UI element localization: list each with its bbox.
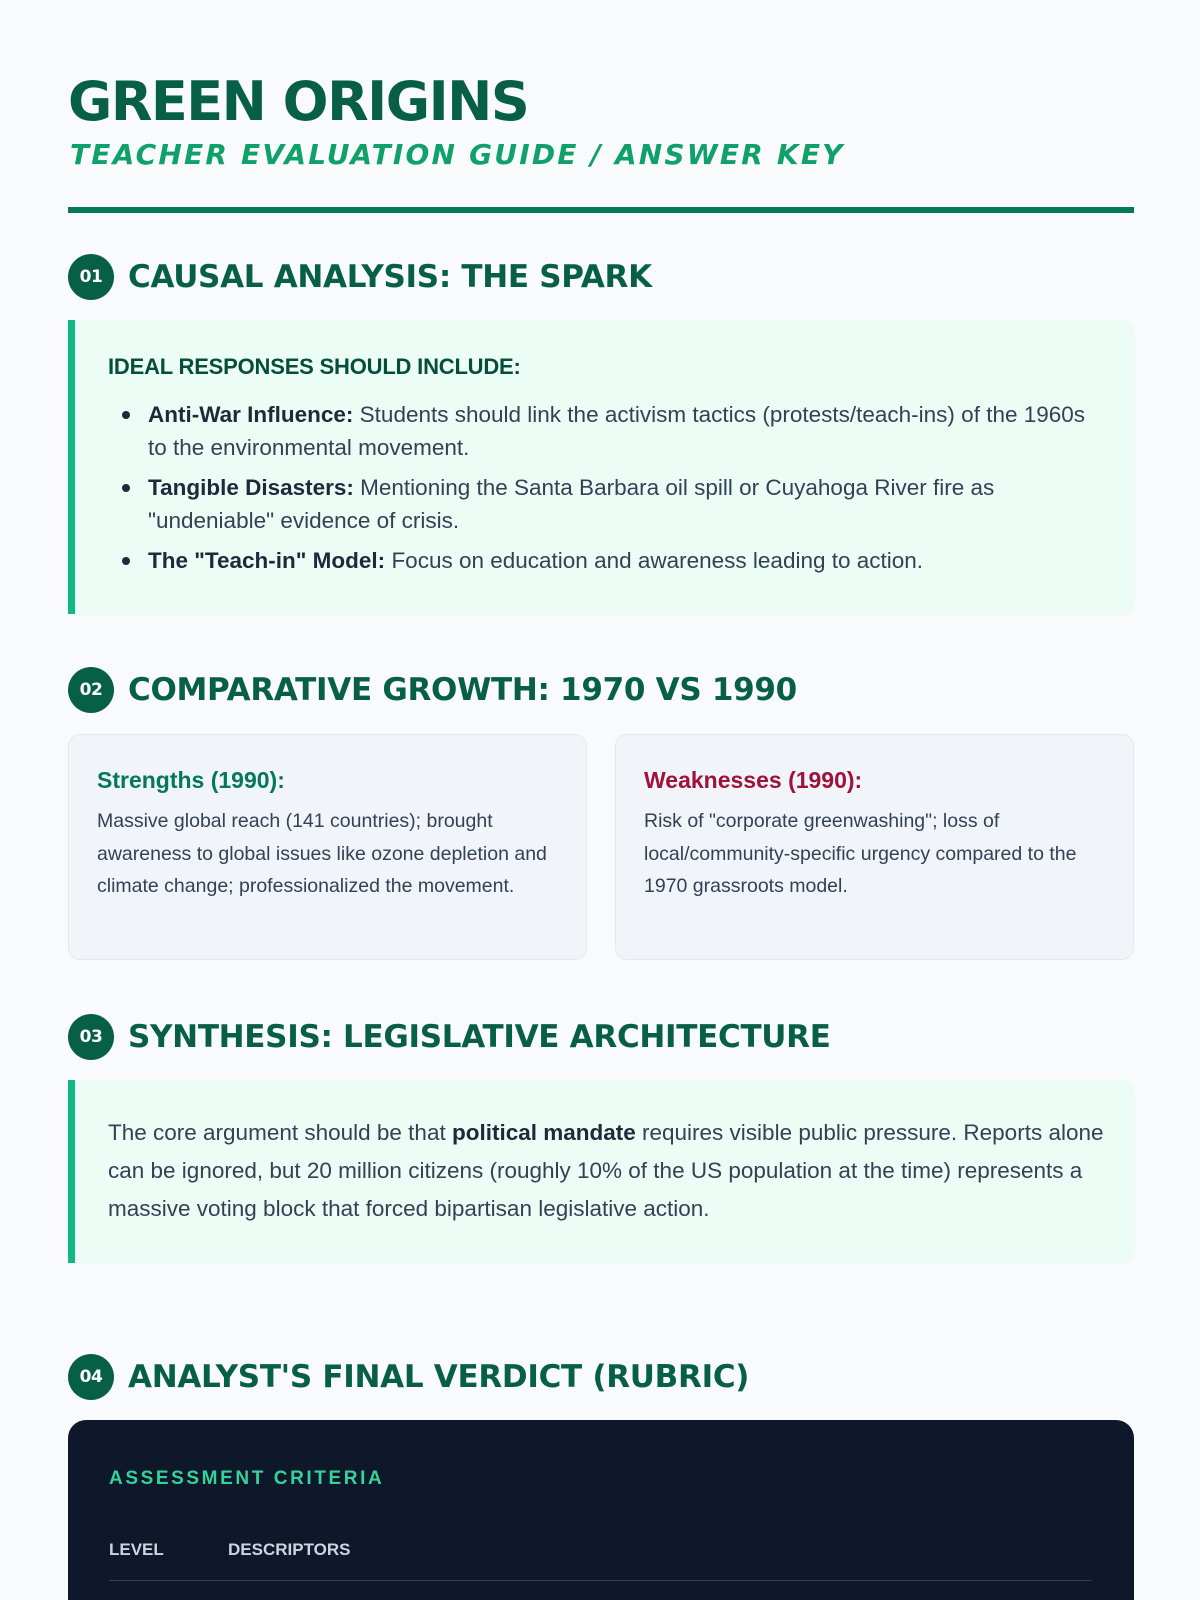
callout-label: IDEAL RESPONSES SHOULD INCLUDE: <box>108 354 521 379</box>
list-item <box>108 544 1100 577</box>
section-title: CAUSAL ANALYSIS: THE SPARK <box>128 259 652 295</box>
synthesis-callout <box>68 1080 1134 1263</box>
bullet-term: The "Teach-in" Model: <box>148 548 386 573</box>
strengths-card <box>68 734 587 960</box>
section-4-heading <box>68 1354 749 1400</box>
rubric-column-header: LEVEL <box>109 1540 164 1559</box>
strengths-body: Massive global reach (141 countries); brought awareness to global issues like ozone depletion and climate change; professionalized the movement. <box>97 810 547 897</box>
header-divider <box>68 207 1134 213</box>
list-item <box>108 398 1100 464</box>
bullet-term: Anti-War Influence: <box>148 402 354 427</box>
section-number-badge: 04 <box>68 1354 114 1400</box>
bullet-text: Students should link the activism tactics (protests/teach-ins) of the 1960s to the environmental movement. <box>148 402 1086 460</box>
ideal-responses-callout <box>68 320 1134 614</box>
rubric-panel-title: ASSESSMENT CRITERIA <box>109 1468 385 1489</box>
section-2-heading <box>68 667 797 713</box>
strengths-heading: Strengths (1990): <box>97 767 285 793</box>
weaknesses-body: Risk of "corporate greenwashing"; loss of local/community-specific urgency compared to the 1970 grassroots model. <box>644 810 1077 897</box>
bullet-text: Focus on education and awareness leading to action. <box>385 548 924 573</box>
rubric-panel <box>68 1420 1134 1600</box>
weaknesses-heading: Weaknesses (1990): <box>644 767 863 793</box>
ideal-responses-list <box>108 398 1100 577</box>
synthesis-text: requires visible public pressure. Reports alone can be ignored, but 20 million citizens (roughly 10% of the US population at the time) represents a massive voting block that forced bipartisan legislative action. <box>108 1120 1104 1221</box>
list-item <box>108 471 1100 537</box>
section-1-heading <box>68 254 652 300</box>
section-3-heading <box>68 1014 831 1060</box>
synthesis-emphasis: political mandate <box>451 1120 636 1145</box>
section-title: SYNTHESIS: LEGISLATIVE ARCHITECTURE <box>128 1019 831 1055</box>
page-subtitle: TEACHER EVALUATION GUIDE / ANSWER KEY <box>70 138 845 171</box>
synthesis-text: The core argument should be that <box>108 1120 452 1145</box>
weaknesses-card <box>615 734 1134 960</box>
bullet-term: Tangible Disasters: <box>148 475 354 500</box>
section-number-badge: 03 <box>68 1014 114 1060</box>
synthesis-paragraph <box>108 1114 1104 1228</box>
section-number-badge: 02 <box>68 667 114 713</box>
bullet-text: Mentioning the Santa Barbara oil spill or Cuyahoga River fire as "undeniable" evidence of crisis. <box>148 475 995 533</box>
section-number-badge: 01 <box>68 254 114 300</box>
section-title: COMPARATIVE GROWTH: 1970 VS 1990 <box>128 672 797 708</box>
section-title: ANALYST'S FINAL VERDICT (RUBRIC) <box>128 1359 750 1395</box>
rubric-table-header <box>109 1540 1092 1560</box>
page-title: GREEN ORIGINS <box>68 70 529 133</box>
rubric-column-header: DESCRIPTORS <box>228 1540 351 1559</box>
rubric-header-divider <box>109 1580 1092 1581</box>
